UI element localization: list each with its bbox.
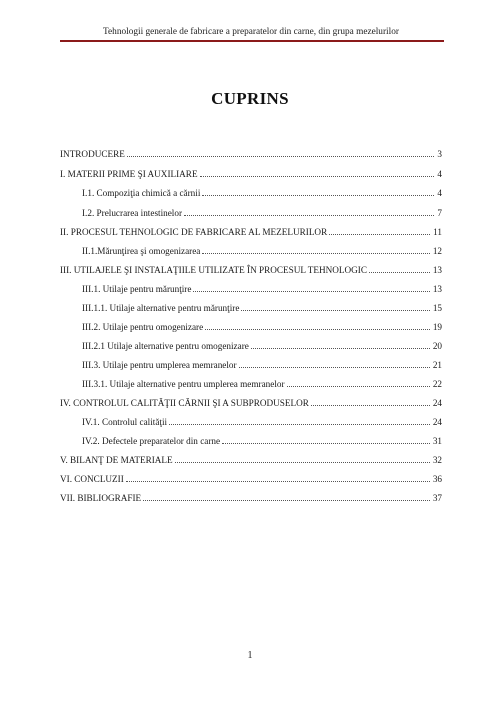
toc-dot-leader [251,347,430,349]
toc-dot-leader [369,271,430,273]
toc-entry-page: 13 [432,265,442,275]
toc-entry-label: III. UTILAJELE ŞI INSTALAŢIILE UTILIZATE ÎN PROCESUL TEHNOLOGIC [60,265,367,275]
toc-entry-label: I. MATERII PRIME ŞI AUXILIARE [60,169,198,179]
toc-entry-label: I.2. Prelucrarea intestinelor [82,208,182,218]
toc-entry-page: 21 [432,360,442,370]
toc-entry-page: 4 [437,188,442,198]
toc-entry-page: 19 [432,322,442,332]
toc-dot-leader [239,366,430,368]
toc-entry-introducere[interactable] [60,148,442,160]
toc-entry-page: 22 [432,379,442,389]
toc-entry-materii-prime[interactable] [60,168,442,180]
toc-entry-label: III.2. Utilaje pentru omogenizare [82,322,204,332]
toc-entry-utilaje-omogenizare[interactable] [82,321,442,333]
toc-entry-label: I.1. Compoziţia chimică a cărnii [82,188,201,198]
page-number: 1 [247,650,253,661]
toc-entry-page: 12 [432,246,442,256]
toc-dot-leader [202,194,434,196]
toc-entry-label: II. PROCESUL TEHNOLOGIC DE FABRICARE AL MEZELURILOR [60,227,328,237]
toc-entry-page: 7 [437,208,442,218]
toc-entry-concluzii[interactable] [60,473,442,485]
toc-dot-leader [241,309,429,311]
toc-entry-compozitia-chimica[interactable] [82,187,442,199]
toc-entry-utilaje-alternative-umplere[interactable] [82,378,442,390]
toc-entry-utilajele-instalatiile[interactable] [60,264,442,276]
toc-entry-page: 24 [432,417,442,427]
toc-dot-leader [127,155,435,157]
toc-entry-page: 31 [432,436,442,446]
toc-entry-label: IV.2. Defectele preparatelor din carne [82,436,221,446]
header-rule [60,40,444,42]
toc-entry-label: III.3. Utilaje pentru umplerea memranelor [82,360,237,370]
toc-entry-utilaje-umplere[interactable] [82,359,442,371]
toc-entry-page: 4 [437,169,442,179]
toc-dot-leader [200,175,435,177]
toc-entry-bilant-materiale[interactable] [60,454,442,466]
toc-entry-label: V. BILANŢ DE MATERIALE [60,455,173,465]
toc-entry-prelucrarea-intestinelor[interactable] [82,207,442,219]
toc-entry-label: III.1.1. Utilaje alternative pentru mărunţire [82,303,240,313]
toc-entry-label: III.2.1 Utilaje alternative pentru omogenizare [82,341,249,351]
toc-entry-page: 37 [432,493,442,503]
toc-dot-leader [287,385,430,387]
toc-dot-leader [169,423,430,425]
toc-entry-page: 15 [432,303,442,313]
toc-dot-leader [202,252,429,254]
toc-entry-page: 36 [432,474,442,484]
toc-entry-label: IV.1. Controlul calităţii [82,417,168,427]
toc-dot-leader [222,442,430,444]
toc-entry-page: 3 [437,149,442,159]
toc-entry-label: VI. CONCLUZII [60,474,124,484]
toc-entry-label: III.1. Utilaje pentru mărunţire [82,284,192,294]
toc-entry-label: II.1.Mărunţirea şi omogenizarea [82,246,201,256]
toc-entry-label: VII. BIBLIOGRAFIE [60,493,142,503]
toc-dot-leader [126,480,430,482]
toc-entry-page: 20 [432,341,442,351]
toc-entry-page: 32 [432,455,442,465]
toc-dot-leader [193,290,429,292]
toc-entry-label: IV. CONTROLUL CALITĂŢII CĂRNII ŞI A SUBPRODUSELOR [60,398,309,408]
toc-dot-leader [205,328,430,330]
toc-entry-procesul-tehnologic[interactable] [60,226,442,238]
toc-entry-utilaje-alternative-maruntire[interactable] [82,302,442,314]
toc-entry-label: INTRODUCERE [60,149,125,159]
toc-entry-maruntirea-omogenizarea[interactable] [82,245,442,257]
toc-entry-page: 24 [432,398,442,408]
toc-entry-defectele-preparatelor[interactable] [82,435,442,447]
toc-entry-utilaje-alternative-omogenizare[interactable] [82,340,442,352]
toc-dot-leader [175,461,430,463]
toc-dot-leader [184,214,434,216]
toc-entry-page: 13 [432,284,442,294]
toc-dot-leader [329,233,430,235]
toc-title: CUPRINS [211,89,289,108]
toc-entry-bibliografie[interactable] [60,492,442,504]
toc-entry-controlul-calitatii[interactable] [82,416,442,428]
toc-entry-page: 11 [433,227,442,237]
toc-entry-utilaje-maruntire[interactable] [82,283,442,295]
toc-entry-label: III.3.1. Utilaje alternative pentru umplerea memranelor [82,379,285,389]
running-header: Tehnologii generale de fabricare a preparatelor din carne, din grupa mezelurilor [103,27,399,37]
toc-entry-controlul-calitatii-carnii[interactable] [60,397,442,409]
toc-dot-leader [311,404,430,406]
toc-dot-leader [143,499,430,501]
